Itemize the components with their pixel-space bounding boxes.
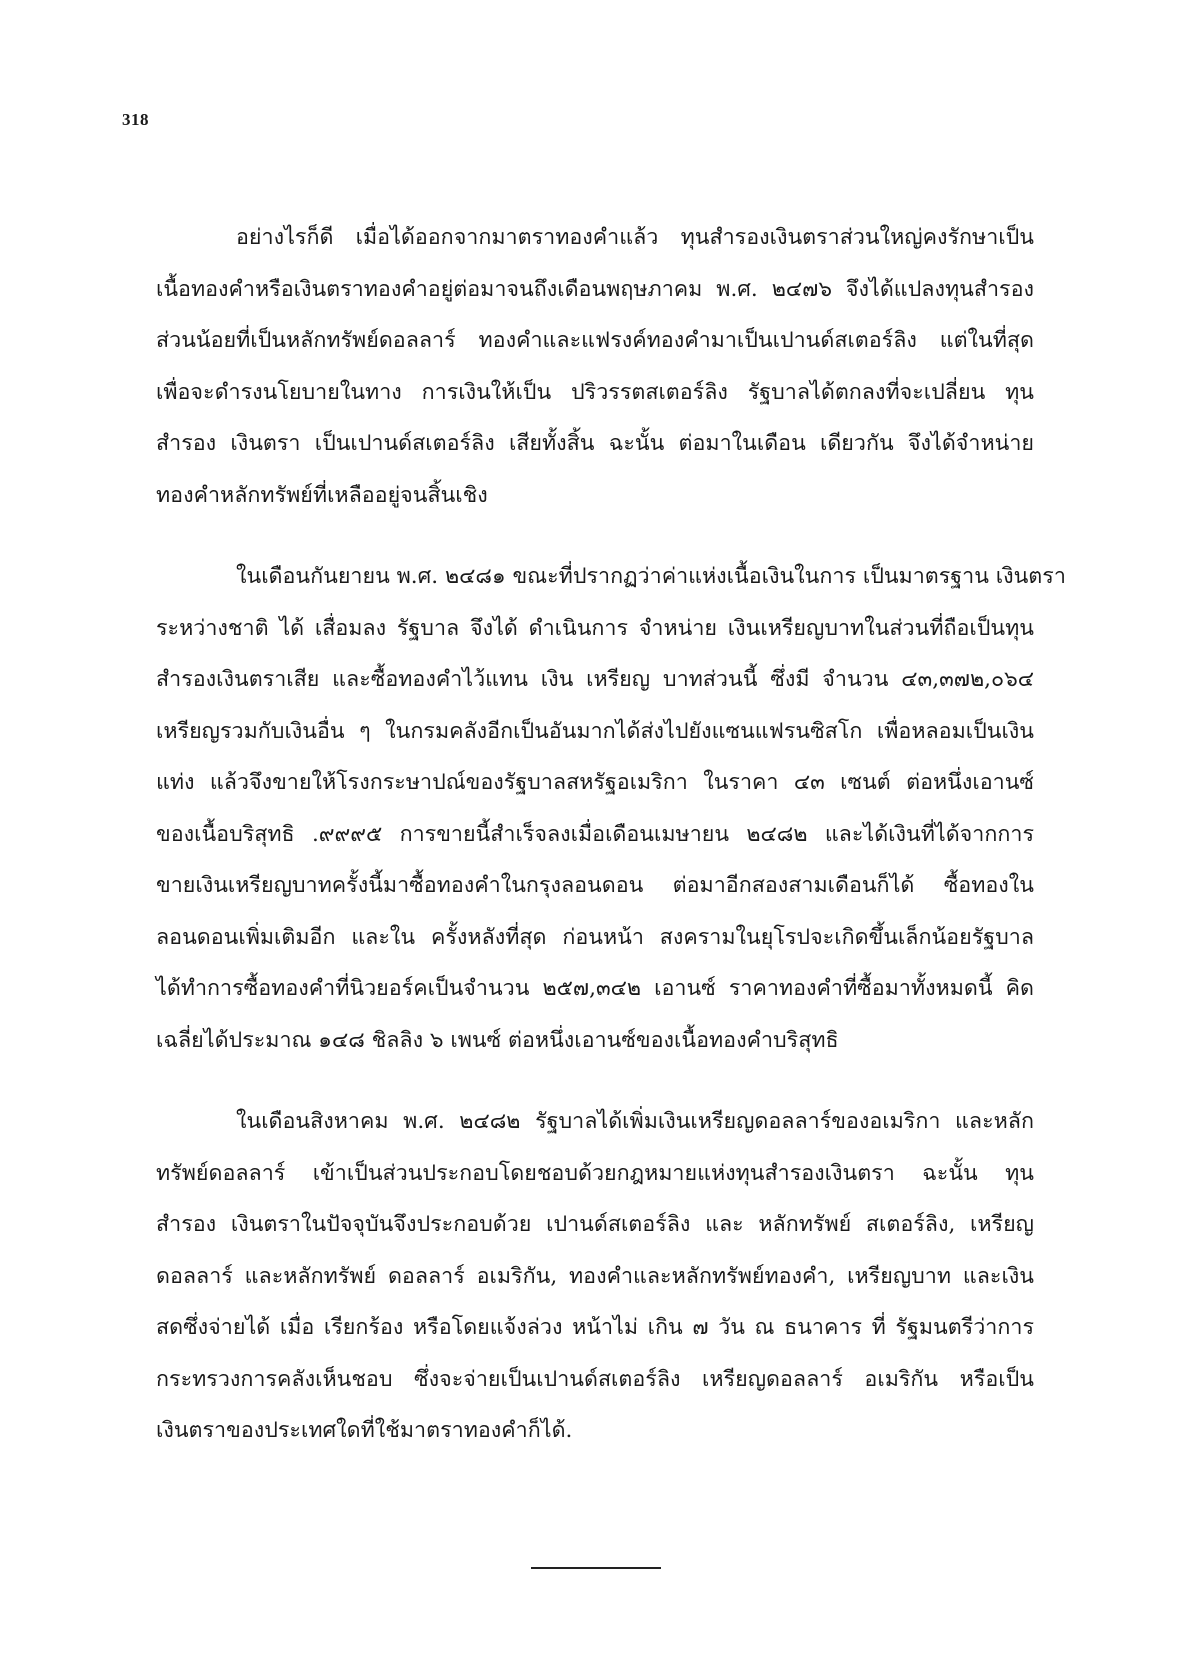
text-line: ขายเงินเหรียญบาทครั้งนี้มาซื้อทองคำในกรุงลอนดอน ต่อมาอีกสองสามเดือนก็ได้ ซื้อทองใน — [156, 873, 1034, 898]
text-line: สำรองเงินตราเสีย และซื้อทองคำไว้แทน เงิน เหรียญ บาทส่วนนี้ ซึ่งมี จำนวน ๔๓,๓๗๒,๐๖๔ — [156, 667, 1034, 692]
paragraph-3 — [156, 1096, 1034, 1457]
page-number: 318 — [122, 110, 149, 129]
text-line: ดอลลาร์ และหลักทรัพย์ ดอลลาร์ อเมริกัน, ทองคำและหลักทรัพย์ทองคำ, เหรียญบาท และเงิน — [156, 1263, 1034, 1289]
text-line: สำรอง เงินตรา เป็นเปานด์สเตอร์ลิง เสียทั้งสิ้น ฉะนั้น ต่อมาในเดือน เดียวกัน จึงได้จำหน่าย — [156, 431, 1034, 456]
text-line: เฉลี่ยได้ประมาณ ๑๔๘ ชิลลิง ๖ เพนซ์ ต่อหนึ่งเอานซ์ของเนื้อทองคำบริสุทธิ — [156, 1027, 839, 1053]
text-line: ระหว่างชาติ ได้ เสื่อมลง รัฐบาล จึงได้ ดำเนินการ จำหน่าย เงินเหรียญบาทในส่วนที่ถือเป็นทุน — [156, 615, 1034, 641]
text-line: ลอนดอนเพิ่มเติมอีก และใน ครั้งหลังที่สุด ก่อนหน้า สงครามในยุโรปจะเกิดขึ้นเล็กน้อยรัฐบาล — [156, 924, 1034, 950]
text-line: เหรียญรวมกับเงินอื่น ๆ ในกรมคลังอีกเป็นอันมากได้ส่งไปยังแซนแฟรนซิสโก เพื่อหลอมเป็นเงิน — [156, 718, 1034, 744]
text-line: ของเนื้อบริสุทธิ .๙๙๙๕ การขายนี้สำเร็จลงเมื่อเดือนเมษายน ๒๔๘๒ และได้เงินที่ได้จากการ — [156, 821, 1034, 847]
text-line: สดซึ่งจ่ายได้ เมื่อ เรียกร้อง หรือโดยแจ้งล่วง หน้าไม่ เกิน ๗ วัน ณ ธนาคาร ที่ รัฐมนตรีว่าการ — [156, 1315, 1034, 1340]
document-body — [156, 212, 1066, 1487]
text-line: เพื่อจะดำรงนโยบายในทาง การเงินให้เป็น ปริวรรตสเตอร์ลิง รัฐบาลได้ตกลงที่จะเปลี่ยน ทุน — [156, 379, 1034, 405]
text-line: เงินตราของประเทศใดที่ใช้มาตราทองคำก็ได้. — [156, 1418, 573, 1443]
text-line: ส่วนน้อยที่เป็นหลักทรัพย์ดอลลาร์ ทองคำและแฟรงค์ทองคำมาเป็นเปานด์สเตอร์ลิง แต่ในที่สุด — [156, 328, 1034, 353]
end-rule-divider — [531, 1567, 661, 1569]
text-line: ทองคำหลักทรัพย์ที่เหลืออยู่จนสิ้นเชิง — [156, 482, 488, 508]
text-line: ในเดือนสิงหาคม พ.ศ. ๒๔๘๒ รัฐบาลได้เพิ่มเงินเหรียญดอลลาร์ของอเมริกา และหลัก — [236, 1109, 1034, 1134]
text-line: เนื้อทองคำหรือเงินตราทองคำอยู่ต่อมาจนถึงเดือนพฤษภาคม พ.ศ. ๒๔๗๖ จึงได้แปลงทุนสำรอง — [156, 276, 1034, 302]
text-line: อย่างไรก็ดี เมื่อได้ออกจากมาตราทองคำแล้ว ทุนสำรองเงินตราส่วนใหญ่คงรักษาเป็น — [236, 225, 1034, 250]
text-line: แท่ง แล้วจึงขายให้โรงกระษาปณ์ของรัฐบาลสหรัฐอเมริกา ในราคา ๔๓ เซนต์ ต่อหนึ่งเอานซ์ — [156, 770, 1034, 795]
text-line: สำรอง เงินตราในปัจจุบันจึงประกอบด้วย เปานด์สเตอร์ลิง และ หลักทรัพย์ สเตอร์ลิง, เหรียญ — [156, 1212, 1034, 1237]
text-line: ทรัพย์ดอลลาร์ เข้าเป็นส่วนประกอบโดยชอบด้วยกฎหมายแห่งทุนสำรองเงินตรา ฉะนั้น ทุน — [156, 1160, 1034, 1186]
text-line: กระทรวงการคลังเห็นชอบ ซึ่งจะจ่ายเป็นเปานด์สเตอร์ลิง เหรียญดอลลาร์ อเมริกัน หรือเป็น — [156, 1366, 1034, 1392]
text-line: ในเดือนกันยายน พ.ศ. ๒๔๘๑ ขณะที่ปรากฏว่าค่าแห่งเนื้อเงินในการ เป็นมาตรฐาน เงินตรา — [236, 564, 1066, 589]
text-line: ได้ทำการซื้อทองคำที่นิวยอร์คเป็นจำนวน ๒๕๗,๓๔๒ เอานซ์ ราคาทองคำที่ซื้อมาทั้งหมดนี้ คิด — [156, 976, 1034, 1001]
paragraph-2 — [156, 551, 1066, 1066]
paragraph-1 — [156, 212, 1034, 521]
